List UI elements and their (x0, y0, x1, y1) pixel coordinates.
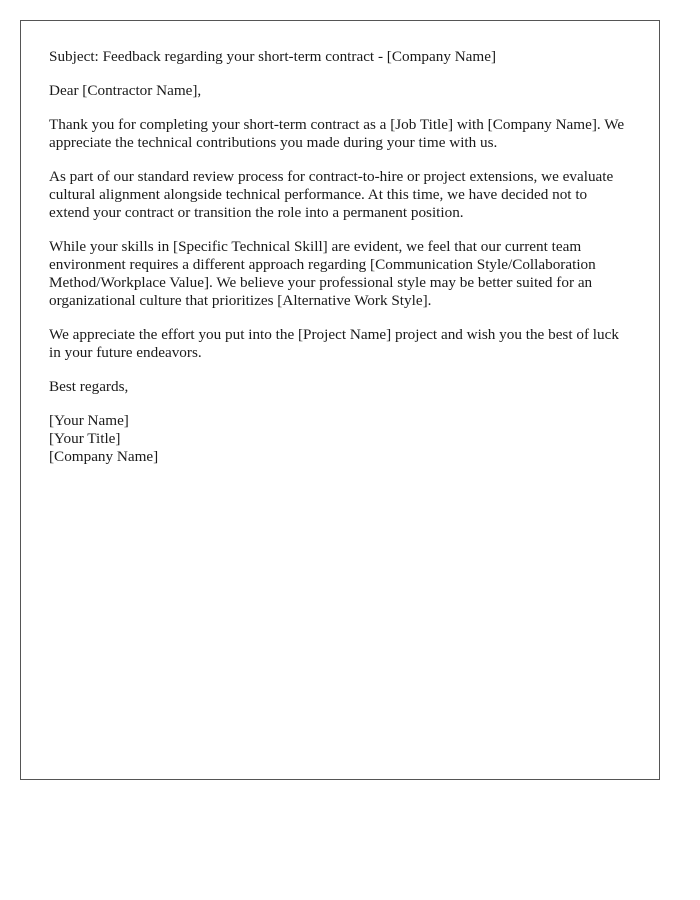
letter-closing: Best regards, (49, 378, 129, 395)
letter-paragraph-2: As part of our standard review process for contract-to-hire or project extensions, we evaluate cultural alignment alongside technical performance. At this time, we have decided not to extend your contract or transition the role into a permanent position. (49, 168, 614, 221)
signature-company: [Company Name] (49, 448, 159, 465)
signature-title: [Your Title] (49, 430, 121, 447)
signature-name: [Your Name] (49, 412, 129, 429)
signature-block (49, 412, 631, 466)
letter-salutation: Dear [Contractor Name], (49, 82, 202, 99)
letter-paragraph-1: Thank you for completing your short-term contract as a [Job Title] with [Company Name]. We appreciate the technical contributions you made during your time with us. (49, 116, 625, 151)
letter-subject: Subject: Feedback regarding your short-term contract - [Company Name] (49, 48, 497, 65)
letter-paragraph-3: While your skills in [Specific Technical Skill] are evident, we feel that our current team environment requires a different approach regarding [Communication Style/Collaboration Method/Workplace Value]. We believe your professional style may be better suited for an organizational culture that prioritizes [Alternative Work Style]. (49, 238, 596, 309)
letter-page (20, 20, 660, 780)
letter-paragraph-4: We appreciate the effort you put into the [Project Name] project and wish you the best of luck in your future endeavors. (49, 326, 619, 361)
